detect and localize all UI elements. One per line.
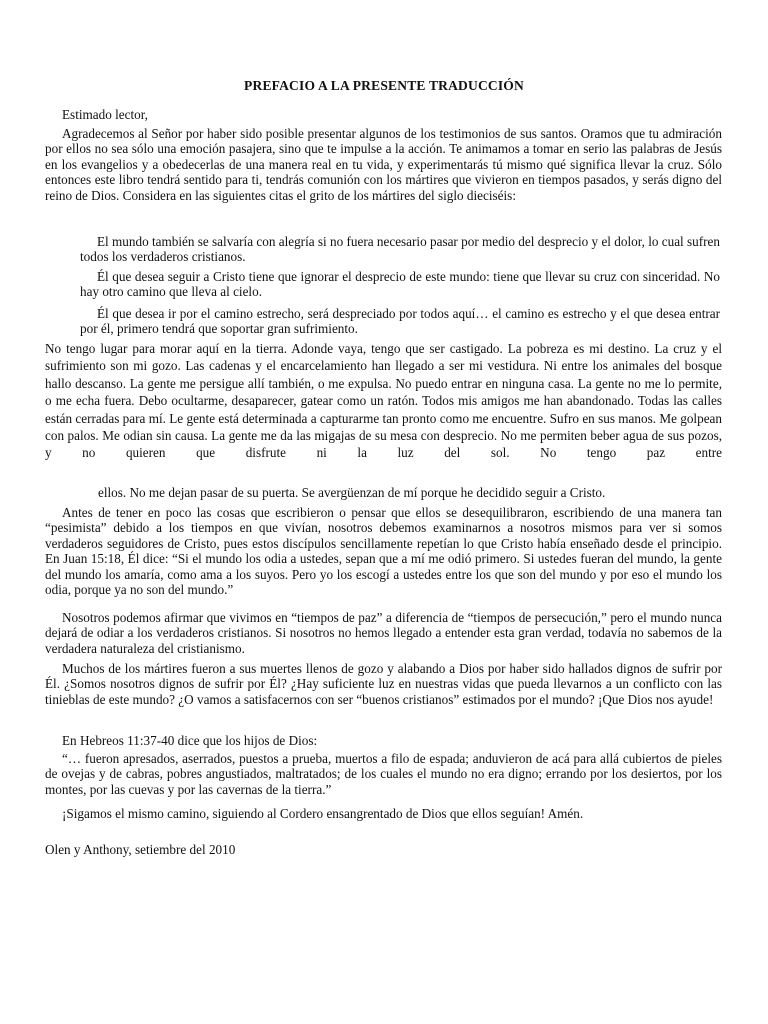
martyr-quote-3 <box>80 306 720 337</box>
paragraph-worthy-to-suffer: Muchos de los mártires fueron a sus muertes llenos de gozo y alabando a Dios por haber sido hallados dignos de sufrir por Él. ¿Somos nosotros dignos de sufrir por Él? ¿Hay suficiente luz en nuestras vidas que pueda llevarnos a un conflicto con las tinieblas de este mundo? ¿O vamos a satisfacernos con ser “buenos cristianos” estimados por el mundo? ¡Que Dios nos ayude! <box>45 661 722 707</box>
martyr-quote-2-text: Él que desea seguir a Cristo tiene que ignorar el desprecio de este mundo: tiene que llevar su cruz con sinceridad. No hay otro camino que lleva al cielo. <box>80 269 720 300</box>
martyr-quote-2 <box>80 269 720 300</box>
hebrews-intro: En Hebreos 11:37-40 dice que los hijos de Dios: <box>62 733 318 748</box>
signature: Olen y Anthony, setiembre del 2010 <box>45 842 236 857</box>
hebrews-quote: “… fueron apresados, aserrados, puestos a prueba, muertos a filo de espada; anduvieron de acá para allá cubiertos de pieles de ovejas y de cabras, pobres angustiados, maltratados; de los cuales el mundo no era digno; errando por los desiertos, por los montes, por las cuevas y por las cavernas de la tierra.” <box>45 751 722 797</box>
long-martyr-quote: No tengo lugar para morar aquí en la tierra. Adonde vaya, tengo que ser castigado. La pobreza es mi destino. La cruz y el sufrimiento son mi gozo. Las cadenas y el encarcelamiento han llegado a ser mi vestidura. Ni entre los animales del bosque hallo descanso. La gente me persigue allí también, o me expulsa. No puedo entrar en ninguna casa. La gente no me lo permite, o me echa fuera. Debo ocultarme, desaparecer, gatear como un ratón. Todos mis amigos me han abandonado. Todas las calles están cerradas para mí. Le gente está determinada a capturarme tan pronto como me encuentre. Sufro en sus manos. Me golpean con palos. Me odian sin causa. La gente me da las migajas de su mesa con desprecio. No me permiten beber agua de sus pozos, y no quieren que disfrute ni la luz del sol. No tengo paz entre <box>45 341 722 461</box>
page-title: PREFACIO A LA PRESENTE TRADUCCIÓN <box>244 78 524 93</box>
martyr-quote-3-text: Él que desea ir por el camino estrecho, será despreciado por todos aquí… el camino es estrecho y el que desea entrar por él, primero tendrá que soportar gran sufrimiento. <box>80 306 720 337</box>
intro-paragraph: Agradecemos al Señor por haber sido posible presentar algunos de los testimonios de sus santos. Oramos que tu admiración por ellos no sea sólo una emoción pasajera, sino que te impulse a la acción. Te animamos a tomar en serio las palabras de Jesús en los evangelios y a obedecerlas de una manera real en tu vida, y experimentarás tú mismo qué significa llevar la cruz. Sólo entonces este libro tendrá sentido para ti, tendrás comunión con los mártires que vivieron en tiempos pasados, y serás digno del reino de Dios. Considera en las siguientes citas el grito de los mártires del siglo dieciséis: <box>45 126 722 203</box>
closing-line: ¡Sigamos el mismo camino, siguiendo al Cordero ensangrentado de Dios que ellos seguían! Amén. <box>62 806 584 821</box>
long-martyr-quote-end: ellos. No me dejan pasar de su puerta. Se avergüenzan de mí porque he decidido seguir a Cristo. <box>98 485 606 500</box>
greeting: Estimado lector, <box>62 107 148 122</box>
martyr-quote-1 <box>80 234 720 265</box>
martyr-quote-1-text: El mundo también se salvaría con alegría si no fuera necesario pasar por medio del desprecio y el dolor, lo cual sufren todos los verdaderos cristianos. <box>80 234 720 265</box>
paragraph-times-of-peace: Nosotros podemos afirmar que vivimos en “tiempos de paz” a diferencia de “tiempos de persecución,” pero el mundo nunca dejará de odiar a los verdaderos cristianos. Si nosotros no hemos llegado a entender esta gran verdad, todavía no sabemos de la verdadera naturaleza del cristianismo. <box>45 610 722 656</box>
paragraph-examine-ourselves: Antes de tener en poco las cosas que escribieron o pensar que ellos se desequilibraron, escribiendo de una manera tan “pesimista” debido a los tiempos en que vivían, nosotros debemos examinarnos a nosotros mismos para ver si somos verdaderos seguidores de Cristo, pues estos discípulos sencillamente repetían lo que Cristo había enseñado desde el principio. En Juan 15:18, Él dice: “Si el mundo los odia a ustedes, sepan que a mí me odió primero. Si ustedes fueran del mundo, la gente del mundo los amaría, como ama a los suyos. Pero yo los escogí a ustedes entre los que son del mundo y por eso el mundo los odia, porque ya no son del mundo.” <box>45 505 722 598</box>
